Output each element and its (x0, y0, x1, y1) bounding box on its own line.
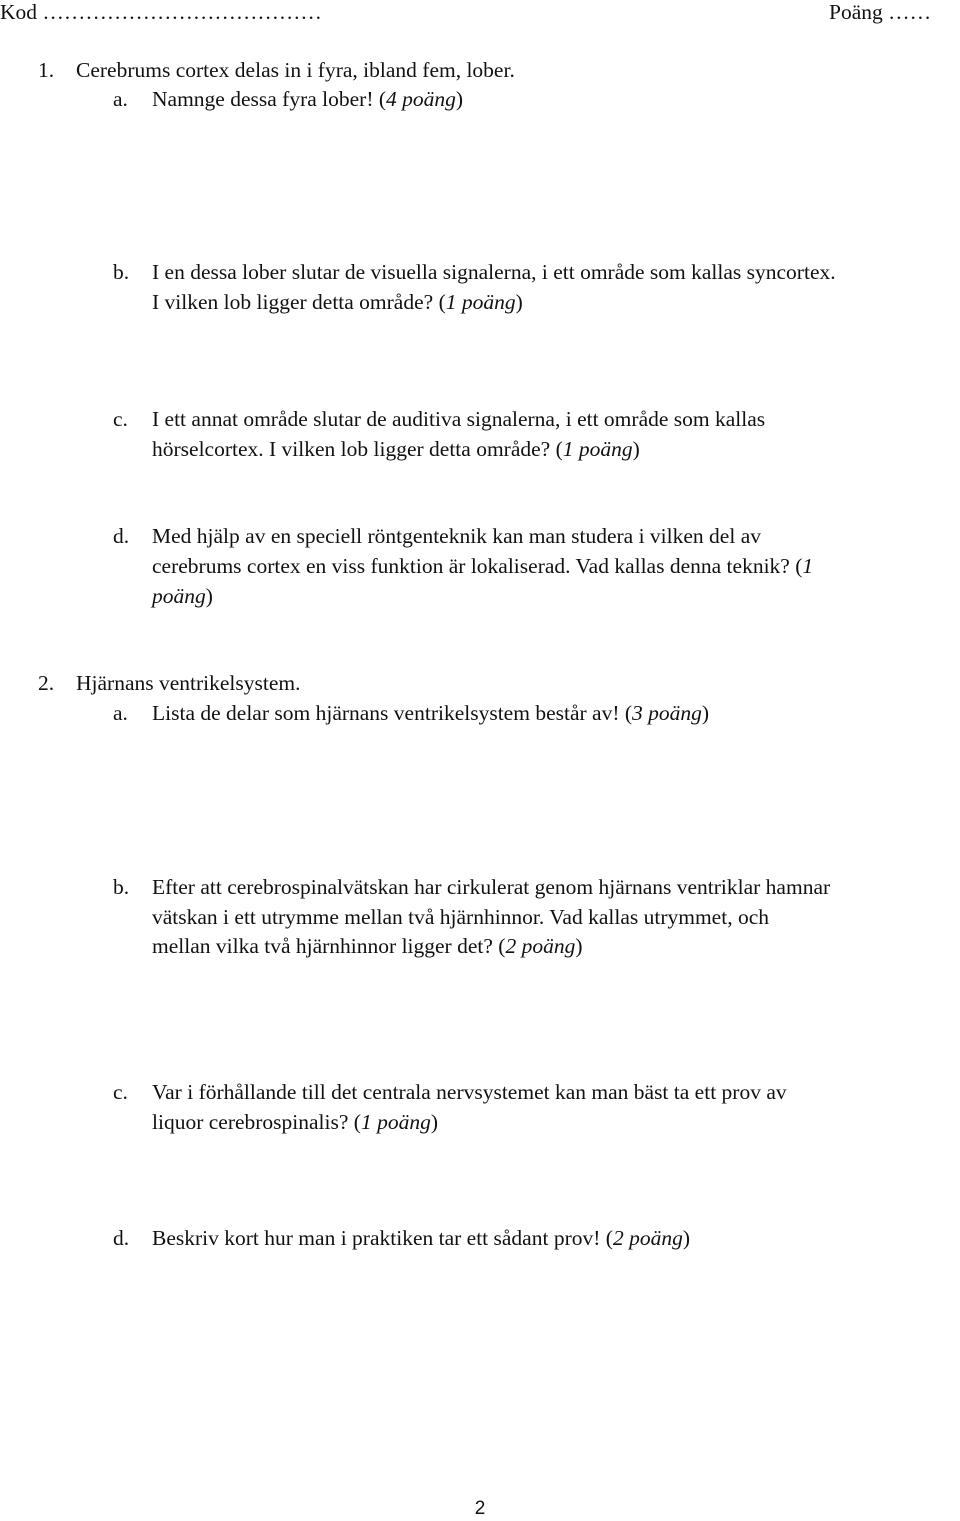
question-2c-letter: c. (113, 1080, 128, 1104)
question-1b-body: I vilken lob ligger detta område? ( (152, 290, 446, 314)
question-2b-body: mellan vilka två hjärnhinnor ligger det? ( (152, 934, 506, 958)
question-2a-body: Lista de delar som hjärnans ventrikelsystem består av! ( (152, 701, 633, 725)
question-1a-points: 4 poäng (386, 87, 456, 111)
paren-close: ) (682, 1226, 690, 1250)
question-1a-text (152, 85, 952, 115)
paren-close: ) (205, 584, 213, 608)
question-1-text: Cerebrums cortex delas in i fyra, ibland fem, lober. (76, 58, 515, 82)
page-number: 2 (474, 1498, 486, 1519)
question-1c-line2 (152, 435, 952, 465)
question-1c-line1: I ett annat område slutar de auditiva signalerna, i ett område som kallas (152, 407, 766, 431)
question-1d-line1: Med hjälp av en speciell röntgenteknik kan man studera i vilken del av (152, 524, 761, 548)
question-2b-line2: vätskan i ett utrymme mellan två hjärnhinnor. Vad kallas utrymmet, och (152, 905, 769, 929)
paren-close: ) (632, 437, 640, 461)
question-1d-points-b: poäng (152, 584, 206, 608)
question-2d-body: Beskriv kort hur man i praktiken tar ett sådant prov! ( (152, 1226, 613, 1250)
question-1c-points: 1 poäng (562, 437, 633, 461)
question-1b-points: 1 poäng (445, 290, 516, 314)
question-2a-letter: a. (113, 701, 128, 725)
question-1d-points-a: 1 (802, 554, 814, 578)
question-2c-body: liquor cerebrospinalis? ( (152, 1110, 361, 1134)
question-1d-line3 (152, 582, 952, 612)
question-2c-line2 (152, 1108, 952, 1138)
question-2a-text (152, 699, 952, 729)
question-2c-line1: Var i förhållande till det centrala nervsystemet kan man bäst ta ett prov av (152, 1080, 787, 1104)
paren-close: ) (455, 87, 464, 111)
header-poang: Poäng …… (829, 0, 932, 24)
question-1a-letter: a. (113, 87, 128, 111)
question-1a-body: Namnge dessa fyra lober! ( (152, 87, 387, 111)
question-2d-text (152, 1224, 952, 1254)
question-2a-points: 3 poäng (632, 701, 702, 725)
question-1c-body: hörselcortex. I vilken lob ligger detta område? ( (152, 437, 563, 461)
question-2d-points: 2 poäng (612, 1226, 683, 1250)
paren-close: ) (701, 701, 710, 725)
question-1d-line2 (152, 552, 952, 582)
paren-close: ) (515, 290, 523, 314)
question-2b-line3 (152, 932, 952, 962)
question-2d-letter: d. (113, 1226, 130, 1250)
question-2b-line1: Efter att cerebrospinalvätskan har cirkulerat genom hjärnans ventriklar hamnar (152, 875, 831, 899)
question-1d-letter: d. (113, 524, 130, 548)
question-1c-letter: c. (113, 407, 128, 431)
paren-close: ) (430, 1110, 438, 1134)
question-1d-body: cerebrums cortex en viss funktion är lokaliserad. Vad kallas denna teknik? ( (152, 554, 803, 578)
question-1b-line1: I en dessa lober slutar de visuella signalerna, i ett område som kallas syncortex. (152, 260, 836, 284)
header-kod: Kod ………………………………… (0, 0, 322, 24)
question-2-text: Hjärnans ventrikelsystem. (76, 671, 301, 695)
question-1b-line2 (152, 288, 952, 318)
question-2-number: 2. (38, 671, 55, 695)
paren-close: ) (575, 934, 583, 958)
question-2b-letter: b. (113, 875, 130, 899)
question-1-number: 1. (38, 58, 55, 82)
question-2b-points: 2 poäng (505, 934, 576, 958)
question-2c-points: 1 poäng (360, 1110, 431, 1134)
question-1b-letter: b. (113, 260, 130, 284)
